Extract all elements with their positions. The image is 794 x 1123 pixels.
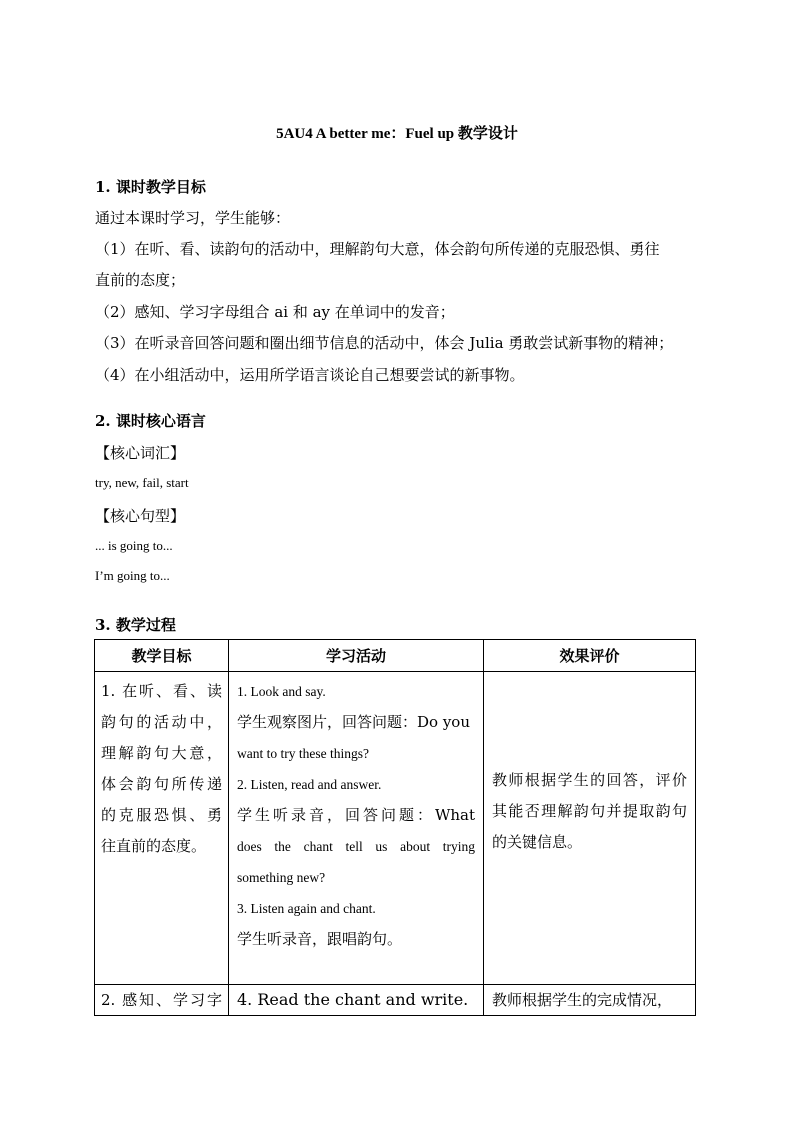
column-header-evaluation: 效果评价 bbox=[484, 640, 696, 672]
pattern-2: I’m going to... bbox=[95, 568, 170, 583]
vocab-label: 【核心词汇】 bbox=[95, 444, 186, 462]
table-row bbox=[95, 672, 696, 985]
row2-activity: 4. Read the chant and write. bbox=[237, 990, 469, 1009]
document-title: 5AU4 A better me：Fuel up 教学设计 bbox=[276, 126, 518, 142]
table-header-row bbox=[95, 640, 696, 672]
goal-line: 韵句的活动中， bbox=[101, 713, 222, 731]
section3-heading: 3. 教学过程 bbox=[95, 616, 176, 634]
activity-1-desc: 学生观察图片，回答问题：Do you bbox=[237, 713, 470, 731]
section2-heading: 2. 课时核心语言 bbox=[95, 412, 206, 430]
row2-goal: 2. 感知、学习字 bbox=[101, 991, 222, 1009]
activity-1: 1. Look and say. bbox=[237, 684, 326, 699]
pattern-1: ... is going to... bbox=[95, 538, 173, 553]
row2-activity-cell bbox=[229, 985, 484, 1016]
activity-2: 2. Listen, read and answer. bbox=[237, 777, 382, 792]
row1-goal-cell bbox=[95, 672, 229, 985]
column-header-goal: 教学目标 bbox=[95, 640, 229, 672]
row1-activity-cell bbox=[229, 672, 484, 985]
activity-3: 3. Listen again and chant. bbox=[237, 901, 376, 916]
section1-intro: 通过本课时学习，学生能够： bbox=[95, 209, 291, 227]
activity-2-desc: 学生听录音，回答问题：What bbox=[237, 806, 475, 824]
section1-heading: 1. 课时教学目标 bbox=[95, 178, 206, 196]
teaching-process-table bbox=[94, 639, 696, 1016]
evaluation-line: 教师根据学生的回答，评价 bbox=[492, 771, 687, 789]
goal4: （4）在小组活动中，运用所学语言谈论自己想要尝试的新事物。 bbox=[95, 366, 525, 384]
goal-line: 1. 在听、看、读 bbox=[101, 682, 222, 700]
row2-evaluation: 教师根据学生的完成情况， bbox=[492, 991, 673, 1009]
activity-1-desc-cont: want to try these things? bbox=[237, 746, 369, 761]
row2-evaluation-cell bbox=[484, 985, 696, 1016]
pattern-label: 【核心句型】 bbox=[95, 507, 186, 525]
goal-line: 的克服恐惧、勇 bbox=[101, 806, 222, 824]
evaluation-line: 其能否理解韵句并提取韵句 bbox=[492, 802, 687, 820]
goal-line: 体会韵句所传递 bbox=[101, 775, 222, 793]
table-row bbox=[95, 985, 696, 1016]
goal2: （2）感知、学习字母组合 ai 和 ay 在单词中的发音； bbox=[95, 303, 455, 321]
goal-line: 理解韵句大意， bbox=[101, 744, 222, 762]
activity-2-desc-cont: does the chant tell us about trying bbox=[237, 839, 475, 854]
goal3: （3）在听录音回答问题和圈出细节信息的活动中，体会 Julia 勇敢尝试新事物的精神； bbox=[95, 334, 674, 352]
evaluation-line: 的关键信息。 bbox=[492, 833, 583, 851]
goal1-line1: （1）在听、看、读韵句的活动中，理解韵句大意，体会韵句所传递的克服恐惧、勇往 bbox=[95, 240, 660, 258]
goal-line: 往直前的态度。 bbox=[101, 837, 207, 855]
column-header-activity: 学习活动 bbox=[229, 640, 484, 672]
activity-3-desc: 学生听录音，跟唱韵句。 bbox=[237, 930, 403, 948]
row1-evaluation-cell bbox=[484, 672, 696, 985]
activity-2-desc-end: something new? bbox=[237, 870, 326, 885]
row2-goal-cell bbox=[95, 985, 229, 1016]
goal1-line2: 直前的态度； bbox=[95, 271, 186, 289]
vocab-list: try, new, fail, start bbox=[95, 475, 189, 490]
